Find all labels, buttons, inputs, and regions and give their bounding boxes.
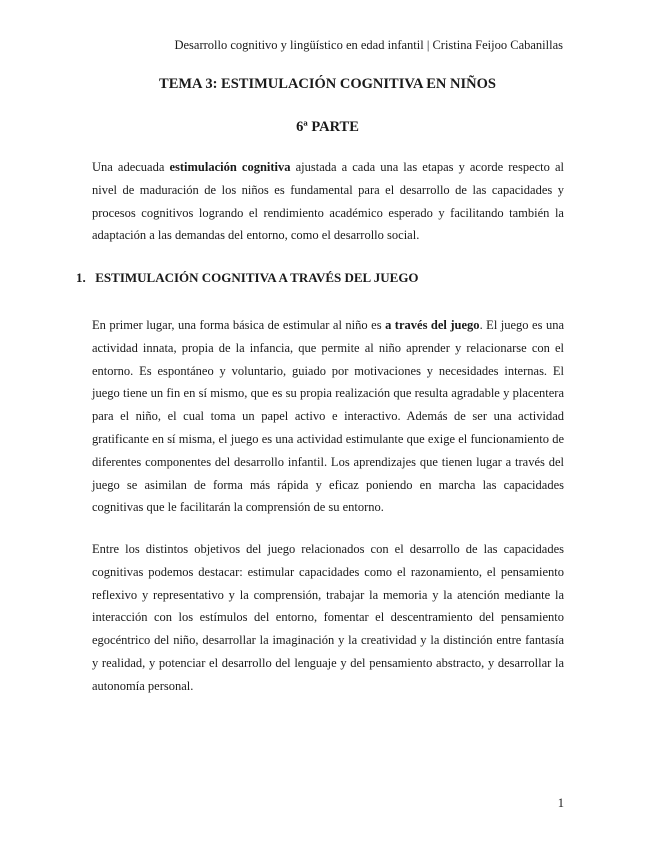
intro-text-end: ajustada a cada una las etapas y acorde respecto al nivel de maduración de los niños es fundamental para el desarrollo de las capacidades y procesos cognitivos logrando el rendimiento académico esperado y facilitando también la adaptación a las demandas del entorno, como el desarrollo social. [92, 160, 564, 243]
intro-text-start: Una adecuada [92, 160, 170, 174]
document-subtitle: 6ª PARTE [296, 119, 359, 135]
document-title: TEMA 3: ESTIMULACIÓN COGNITIVA EN NIÑOS [159, 76, 496, 92]
intro-bold-term: estimulación cognitiva [169, 160, 291, 174]
section-heading [76, 270, 419, 286]
page-number: 1 [557, 796, 564, 810]
section-heading-text: ESTIMULACIÓN COGNITIVA A TRAVÉS DEL JUEGO [95, 270, 419, 285]
p1-text-start: En primer lugar, una forma básica de estimular al niño es [92, 318, 386, 332]
p1-bold-term: a través del juego [385, 318, 480, 332]
running-header: Desarrollo cognitivo y lingüístico en edad infantil | Cristina Feijoo Cabanillas [174, 38, 563, 52]
section-number: 1. [76, 270, 86, 285]
body-paragraph-1 [92, 314, 564, 519]
intro-paragraph [92, 156, 564, 247]
p1-text-end: . El juego es una actividad innata, propia de la infancia, que permite al niño aprender y relacionarse con el entorno. Es espontáneo y voluntario, guiado por motivaciones y necesidades internas. El juego tiene un fin en sí mismo, que es su propia realización que resulta agradable y placentera para el niño, el cual toma un papel activo e interactivo. Además de ser una actividad gratificante en sí misma, el juego es una actividad estimulante que exige el funcionamiento de diferentes componentes del desarrollo infantil. Los aprendizajes que tienen lugar a través del juego se asimilan de forma más rápida y eficaz poniendo en marcha las capacidades cognitivas que le facilitarán la comprensión de su entorno. [92, 318, 565, 515]
body-paragraph-2: Entre los distintos objetivos del juego relacionados con el desarrollo de las capacidades cognitivas podemos destacar: estimular capacidades como el razonamiento, el pensamiento reflexivo y representativo y la comprensión, trabajar la memoria y la atención mediante la interacción con los estímulos del entorno, fomentar el descentramiento del pensamiento egocéntrico del niño, desarrollar la imaginación y la creatividad y la distinción entre fantasía y realidad, y potenciar el desarrollo del lenguaje y del pensamiento abstracto, y desarrollar la autonomía personal. [92, 542, 564, 693]
